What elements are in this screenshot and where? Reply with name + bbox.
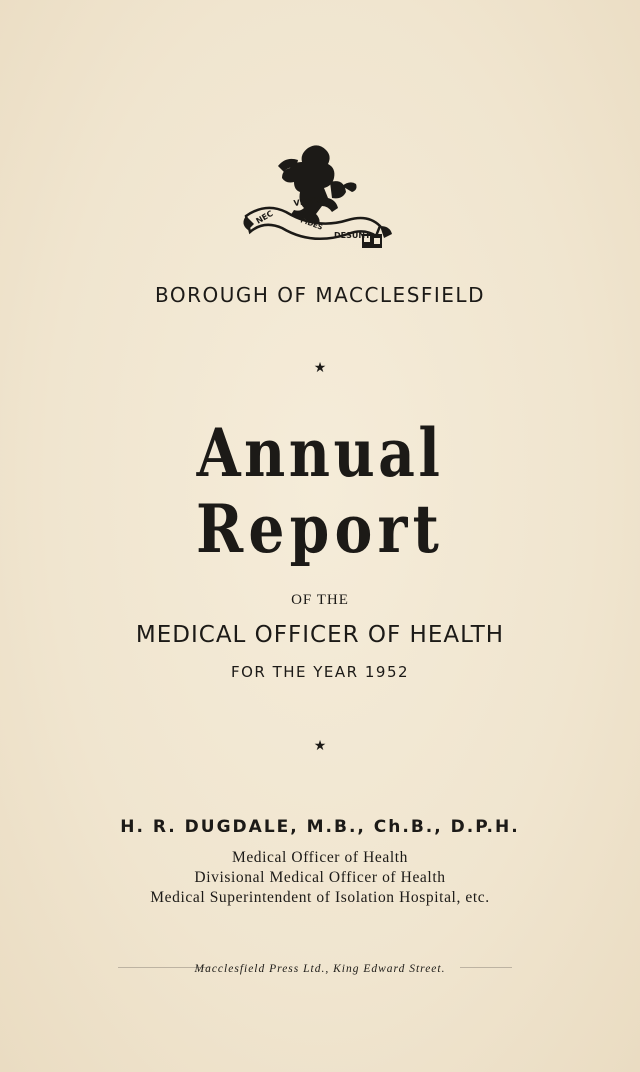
printer-imprint: Macclesfield Press Ltd., King Edward Street. xyxy=(194,963,446,975)
motto-word: VIRTUS xyxy=(293,194,327,208)
year-line: FOR THE YEAR 1952 xyxy=(230,663,410,681)
star-ornament-icon: ★ xyxy=(313,738,327,754)
author-role: Divisional Medical Officer of Health xyxy=(194,869,446,886)
borough-crest-emblem xyxy=(238,138,398,258)
motto-word: NEC xyxy=(254,208,275,226)
author-name: H. R. DUGDALE, M.B., Ch.B., D.P.H. xyxy=(120,817,520,837)
borough-heading: BOROUGH OF MACCLESFIELD xyxy=(155,283,485,307)
title-report: Report xyxy=(196,490,444,568)
author-role: Medical Officer of Health xyxy=(231,849,409,866)
motto-word: FIDES xyxy=(299,216,324,232)
title-annual: Annual xyxy=(196,414,444,492)
motto-word: DESUNT xyxy=(334,231,371,240)
of-the-label: OF THE xyxy=(291,592,349,608)
office-title: MEDICAL OFFICER OF HEALTH xyxy=(135,622,505,648)
star-ornament-icon: ★ xyxy=(313,360,327,376)
author-role: Medical Superintendent of Isolation Hospital, etc. xyxy=(150,889,490,906)
